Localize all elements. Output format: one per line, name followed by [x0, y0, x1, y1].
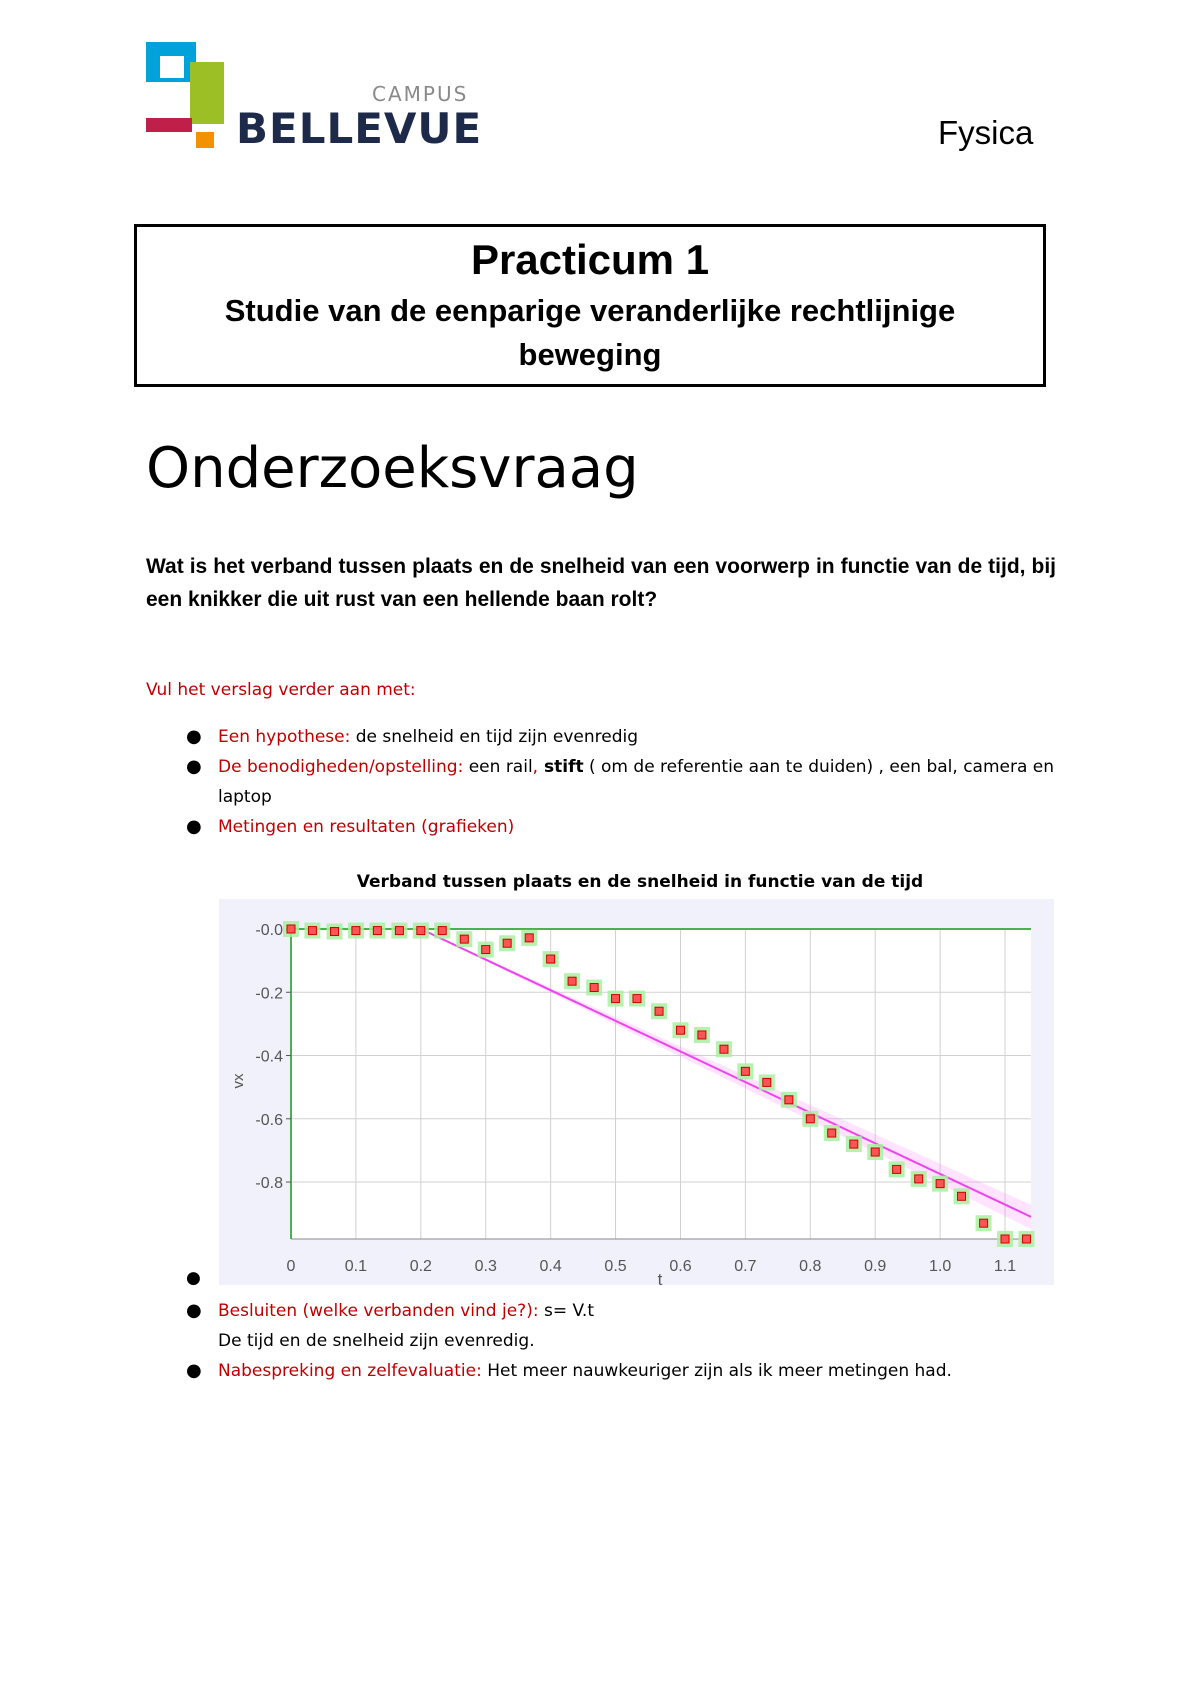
bullet-dot: ●	[186, 816, 202, 837]
data-point	[1001, 1235, 1009, 1243]
data-point	[395, 927, 403, 935]
data-point	[958, 1192, 966, 1200]
title-box	[134, 224, 1046, 387]
bullet-label: Een hypothese:	[218, 727, 351, 747]
data-point	[460, 935, 468, 943]
bullet-text: Het meer nauwkeuriger zijn als ik meer metingen had.	[481, 1361, 952, 1381]
list-item	[186, 722, 1066, 752]
bullet-label: De benodigheden/opstelling:	[218, 757, 464, 777]
bullet-text-bold: stift	[538, 757, 584, 777]
x-tick-label: 0.6	[669, 1258, 692, 1275]
bullet-label: Metingen en resultaten (grafieken)	[218, 817, 515, 837]
data-point	[936, 1180, 944, 1188]
data-point	[720, 1045, 728, 1053]
bullet-label: Nabespreking en zelfevaluatie:	[218, 1361, 482, 1381]
logo-campus-text: CAMPUS	[372, 82, 469, 106]
data-point	[893, 1165, 901, 1173]
data-point	[568, 977, 576, 985]
instruction-text: Vul het verslag verder aan met:	[146, 680, 416, 700]
y-tick-label: -0.8	[255, 1175, 283, 1193]
list-item	[186, 752, 1066, 812]
x-tick-label: 0.4	[539, 1258, 562, 1275]
data-point	[287, 925, 295, 933]
logo-green-square	[190, 62, 224, 124]
data-point	[330, 928, 338, 936]
x-tick-label: 0	[286, 1258, 296, 1275]
logo-crimson-bar	[146, 118, 192, 132]
data-point	[525, 934, 533, 942]
data-point	[655, 1007, 663, 1015]
bullet-dot: ●	[186, 756, 202, 777]
practicum-title: Practicum 1	[470, 236, 710, 283]
y-tick-label: -0.0	[255, 922, 283, 939]
y-axis-label: vx	[230, 1073, 247, 1089]
x-tick-label: 0.2	[409, 1258, 432, 1275]
y-tick-label: -0.4	[255, 1048, 283, 1066]
x-tick-label: 0.1	[344, 1258, 368, 1275]
bullet-label: Besluiten (welke verbanden vind je?):	[218, 1301, 539, 1321]
chart-container	[219, 899, 1054, 1285]
data-point	[417, 927, 425, 935]
subject-label: Fysica	[938, 114, 1034, 151]
data-point	[698, 1031, 706, 1039]
bullet-text-line2: De tijd en de snelheid zijn evenredig.	[218, 1331, 535, 1351]
list-item	[186, 1356, 1066, 1386]
x-tick-label: 0.5	[604, 1258, 627, 1275]
section-heading: Onderzoeksvraag	[146, 436, 639, 501]
empty-bullet: ●	[186, 1268, 201, 1288]
campus-bellevue-logo	[146, 42, 483, 153]
bullet-list	[186, 722, 1066, 842]
data-point	[741, 1067, 749, 1075]
data-point	[980, 1219, 988, 1227]
data-point	[373, 927, 381, 935]
data-point	[763, 1078, 771, 1086]
data-point	[806, 1115, 814, 1123]
data-point	[871, 1148, 879, 1156]
data-point	[590, 984, 598, 992]
data-point	[612, 995, 620, 1003]
chart-title: Verband tussen plaats en de snelheid in functie van de tijd	[356, 872, 924, 892]
bullet-text: s= V.t	[538, 1301, 594, 1321]
data-point	[503, 939, 511, 947]
x-tick-label: 0.3	[474, 1258, 497, 1275]
bullet-list-2	[186, 1296, 1066, 1386]
plot-area	[291, 929, 1031, 1239]
bullet-text: een rail	[463, 757, 533, 777]
y-tick-label: -0.6	[255, 1111, 283, 1129]
data-point	[828, 1129, 836, 1137]
research-question: Wat is het verband tussen plaats en de snelheid van een voorwerp in functie van de tijd, bij een knikker die uit rust van een hellende baan rolt?	[146, 555, 1056, 611]
list-item	[186, 812, 1066, 842]
bullet-dot: ●	[186, 726, 202, 747]
list-item	[186, 1296, 1066, 1356]
logo-bellevue-text: BELLEVUE	[236, 104, 483, 153]
data-point	[438, 927, 446, 935]
x-axis-label: t	[657, 1270, 663, 1285]
logo-white-inner	[160, 56, 184, 78]
x-tick-label: 1.1	[993, 1258, 1017, 1275]
bullet-dot: ●	[186, 1300, 202, 1321]
data-point	[547, 955, 555, 963]
data-point	[633, 995, 641, 1003]
x-tick-label: 0.9	[864, 1258, 887, 1275]
scatter-chart	[219, 899, 1054, 1285]
data-point	[482, 946, 490, 954]
data-point	[308, 927, 316, 935]
data-point	[676, 1026, 684, 1034]
x-tick-label: 0.7	[734, 1258, 757, 1275]
data-point	[850, 1140, 858, 1148]
practicum-subtitle: Studie van de eenparige veranderlijke rechtlijnige beweging	[224, 293, 956, 372]
bullet-separator: ,	[532, 757, 539, 777]
bullet-text: ( om de referentie aan te duiden) , een bal, camera en laptop	[218, 757, 1055, 807]
data-point	[915, 1175, 923, 1183]
data-point	[352, 927, 360, 935]
bullet-text: de snelheid en tijd zijn evenredig	[350, 727, 639, 747]
y-tick-label: -0.2	[255, 985, 283, 1003]
x-tick-label: 0.8	[799, 1258, 822, 1275]
bullet-dot: ●	[186, 1360, 202, 1381]
data-point	[1022, 1235, 1030, 1243]
logo-orange-square	[196, 132, 214, 148]
data-point	[785, 1096, 793, 1104]
x-tick-label: 1.0	[928, 1258, 952, 1275]
